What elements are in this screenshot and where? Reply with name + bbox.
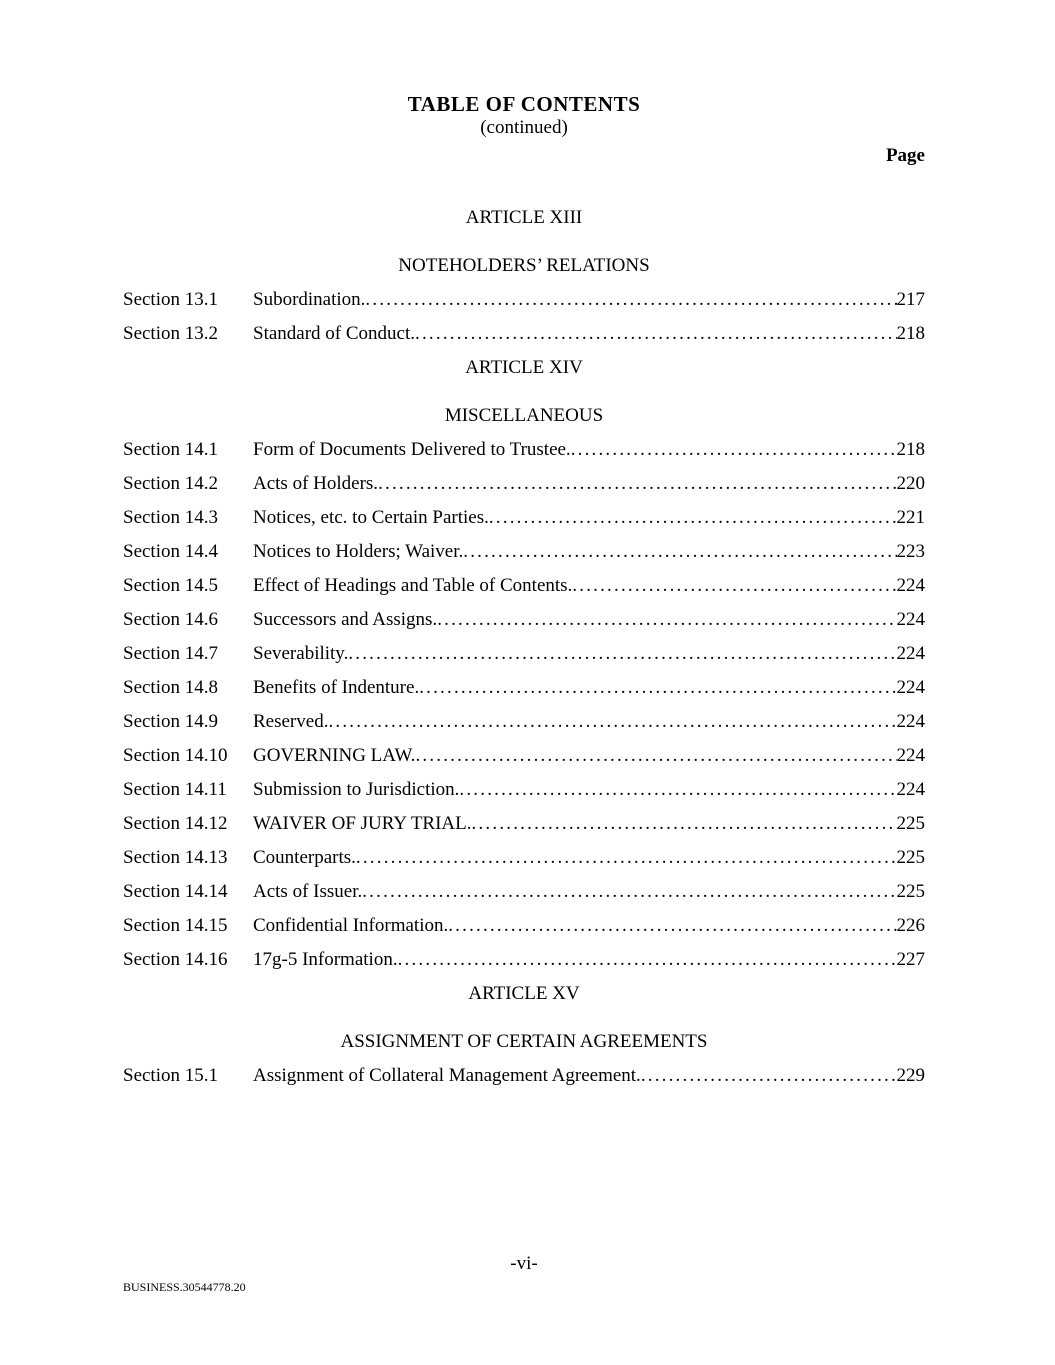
- section-page-number: 224: [896, 609, 925, 630]
- section-page-number: 225: [896, 847, 925, 868]
- section-number: Section 14.12: [123, 813, 228, 834]
- toc-entry: [123, 841, 925, 875]
- toc-entry: [123, 603, 925, 637]
- section-number: Section 14.13: [123, 847, 228, 868]
- dot-leader: [415, 739, 896, 773]
- section-number: Section 13.1: [123, 289, 218, 310]
- section-number: Section 14.6: [123, 609, 218, 630]
- article-heading: ARTICLE XV: [468, 983, 580, 1004]
- section-title: Notices, etc. to Certain Parties.: [253, 507, 489, 528]
- toc-entry: [123, 637, 925, 671]
- section-number: Section 14.5: [123, 575, 218, 596]
- section-page-number: 217: [896, 289, 925, 310]
- section-title: Subordination.: [253, 289, 366, 310]
- section-number: Section 14.8: [123, 677, 218, 698]
- dot-leader: [489, 501, 897, 535]
- section-title: Notices to Holders; Waiver.: [253, 541, 464, 562]
- section-page-number: 220: [896, 473, 925, 494]
- dot-leader: [448, 909, 896, 943]
- page-subtitle: (continued): [480, 117, 568, 138]
- toc-content: [123, 0, 925, 1294]
- section-page-number: 225: [896, 881, 925, 902]
- dot-leader: [348, 637, 896, 671]
- section-page-number: 224: [896, 677, 925, 698]
- page-title: TABLE OF CONTENTS: [407, 92, 641, 116]
- footer-page-number: -vi-: [510, 1253, 538, 1274]
- section-title: Severability.: [253, 643, 349, 664]
- section-number: Section 15.1: [123, 1065, 218, 1086]
- section-title: Assignment of Collateral Management Agreement.: [253, 1065, 641, 1086]
- section-title: 17g-5 Information.: [253, 949, 398, 970]
- dot-leader: [362, 875, 896, 909]
- section-title: Form of Documents Delivered to Trustee.: [253, 439, 571, 460]
- toc-entry: [123, 501, 925, 535]
- section-title: Confidential Information.: [253, 915, 449, 936]
- toc-entry: [123, 433, 925, 467]
- dot-leader: [572, 569, 896, 603]
- section-page-number: 229: [896, 1065, 925, 1086]
- toc-entry: [123, 317, 925, 351]
- section-number: Section 14.1: [123, 439, 218, 460]
- section-page-number: 218: [896, 323, 925, 344]
- article-xiii: [123, 201, 925, 351]
- dot-leader: [415, 317, 896, 351]
- dot-leader: [437, 603, 896, 637]
- section-title: WAIVER OF JURY TRIAL.: [253, 813, 472, 834]
- section-title: Counterparts.: [253, 847, 356, 868]
- section-number: Section 14.15: [123, 915, 228, 936]
- dot-leader: [356, 841, 897, 875]
- section-page-number: 227: [896, 949, 925, 970]
- toc-entry: [123, 773, 925, 807]
- dot-leader: [641, 1059, 897, 1093]
- dot-leader: [378, 467, 896, 501]
- section-number: Section 14.14: [123, 881, 228, 902]
- section-page-number: 224: [896, 745, 925, 766]
- toc-entry: [123, 807, 925, 841]
- dot-leader: [365, 283, 896, 317]
- section-number: Section 14.16: [123, 949, 228, 970]
- dot-leader: [419, 671, 896, 705]
- dot-leader: [463, 535, 896, 569]
- dot-leader: [328, 705, 896, 739]
- toc-entry: [123, 283, 925, 317]
- section-page-number: 224: [896, 643, 925, 664]
- toc-entry: [123, 467, 925, 501]
- footer-doc-id: BUSINESS.30544778.20: [123, 1280, 246, 1294]
- dot-leader: [472, 807, 897, 841]
- dot-leader: [571, 433, 897, 467]
- toc-entry: [123, 569, 925, 603]
- section-number: Section 14.3: [123, 507, 218, 528]
- article-subheading: NOTEHOLDERS’ RELATIONS: [398, 255, 650, 276]
- section-page-number: 221: [896, 507, 925, 528]
- toc-entry: [123, 909, 925, 943]
- toc-entry: [123, 535, 925, 569]
- section-title: Reserved.: [253, 711, 329, 732]
- article-xiv: [123, 351, 925, 977]
- toc-entry: [123, 943, 925, 977]
- section-number: Section 13.2: [123, 323, 218, 344]
- article-subheading: MISCELLANEOUS: [444, 405, 604, 426]
- section-title: Acts of Issuer.: [253, 881, 363, 902]
- article-heading: ARTICLE XIV: [465, 357, 583, 378]
- section-title: Successors and Assigns.: [253, 609, 438, 630]
- section-title: Effect of Headings and Table of Contents.: [253, 575, 573, 596]
- article-subheading: ASSIGNMENT OF CERTAIN AGREEMENTS: [340, 1031, 708, 1052]
- article-heading: ARTICLE XIII: [465, 207, 583, 228]
- section-title: Submission to Jurisdiction.: [253, 779, 460, 800]
- toc-entry: [123, 739, 925, 773]
- section-number: Section 14.10: [123, 745, 228, 766]
- page-column-label: Page: [885, 145, 925, 166]
- section-number: Section 14.11: [123, 779, 227, 800]
- toc-entry: [123, 671, 925, 705]
- toc-entry: [123, 875, 925, 909]
- section-page-number: 224: [896, 711, 925, 732]
- section-page-number: 224: [896, 779, 925, 800]
- section-title: GOVERNING LAW.: [253, 745, 416, 766]
- section-page-number: 224: [896, 575, 925, 596]
- section-number: Section 14.2: [123, 473, 218, 494]
- section-number: Section 14.7: [123, 643, 218, 664]
- toc-entry: [123, 705, 925, 739]
- section-page-number: 223: [896, 541, 925, 562]
- dot-leader: [459, 773, 896, 807]
- toc-entry: [123, 1059, 925, 1093]
- section-page-number: 225: [896, 813, 925, 834]
- section-title: Benefits of Indenture.: [253, 677, 420, 698]
- section-number: Section 14.4: [123, 541, 218, 562]
- dot-leader: [398, 943, 897, 977]
- section-page-number: 218: [896, 439, 925, 460]
- section-title: Standard of Conduct.: [253, 323, 416, 344]
- article-xv: [123, 977, 925, 1093]
- section-number: Section 14.9: [123, 711, 218, 732]
- section-title: Acts of Holders.: [253, 473, 379, 494]
- section-page-number: 226: [896, 915, 925, 936]
